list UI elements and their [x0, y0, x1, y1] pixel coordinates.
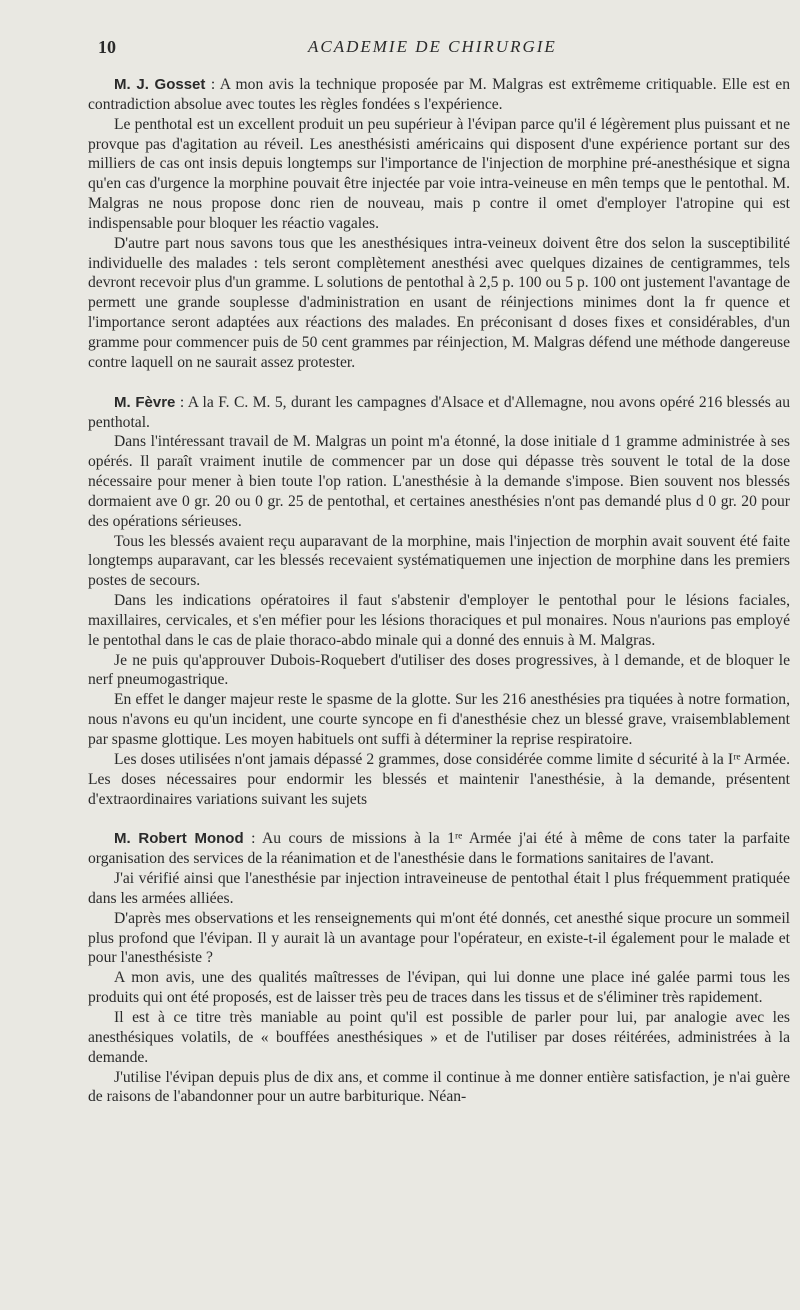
monod-intervention	[88, 829, 790, 1107]
paragraph-text: : A mon avis la technique proposée par M. Malgras est extrêmeme critiquable. Elle est en contradiction absolue avec toutes les règles fondées s l'expérience.	[88, 76, 791, 113]
fevre-paragraph-7: Les doses utilisées n'ont jamais dépassé 2 grammes, dose considérée comme limite d sécurité à la Iʳᵉ Armée. Les doses nécessaires pour endormir les blessés et maintenir l'anesthésie, à la demande, présentent d'extraordinaires variations suivant les sujets	[88, 750, 790, 808]
fevre-paragraph-5: Je ne puis qu'approuver Dubois-Roquebert d'utiliser des doses progressives, à l demande, et de bloquer le nerf pneumogastrique.	[88, 651, 790, 689]
monod-paragraph-4: A mon avis, une des qualités maîtresses de l'évipan, qui lui donne une place iné galée parmi tous les produits qui ont été proposés, est de laisser très peu de traces dans les tissus et de s'éliminer très rapidement.	[88, 969, 790, 1007]
fevre-paragraph-2: Dans l'intéressant travail de M. Malgras un point m'a étonné, la dose initiale d 1 gramme administrée à ses opérés. Il paraît vraiment inutile de commencer par un dose qui dépasse très souvent le total de la dose nécessaire pour mener à bien toute l'op ration. L'anesthésie à la demande s'impose. Bien souvent nos blessés dormaient ave 0 gr. 20 ou 0 gr. 25 de pentothal, et certaines anesthésies n'ont pas demandé plus d 0 gr. 20 pour des opérations sérieuses.	[88, 433, 790, 530]
monod-paragraph-1	[88, 829, 790, 869]
monod-paragraph-5: Il est à ce titre très maniable au point qu'il est possible de parler pour lui, par analogie avec les anesthésiques volatils, de « bouffées anesthésiques » et de l'utiliser par doses réitérées, administrées à la demande.	[88, 1008, 790, 1066]
page-number: 10	[98, 37, 116, 57]
monod-paragraph-3: D'après mes observations et les renseignements qui m'ont été donnés, cet anesthé sique procure un sommeil plus profond que l'évipan. Il y aurait là un avantage pour l'opérateur, en existe-t-il également pour le malade et pour l'anesthésiste ?	[88, 909, 790, 967]
gosset-paragraph-1	[88, 75, 790, 115]
speaker-name: M. Robert Monod	[114, 830, 244, 848]
fevre-paragraph-3: Tous les blessés avaient reçu auparavant de la morphine, mais l'injection de morphin avait souvent été faite longtemps auparavant, car les blessés recevaient systématiquemen une injection de morphine dans les premiers postes de secours.	[88, 532, 790, 590]
fevre-paragraph-1	[88, 393, 790, 433]
paragraph-text: : A la F. C. M. 5, durant les campagnes d'Alsace et d'Allemagne, nou avons opéré 216 blessés au penthotal.	[88, 393, 790, 431]
monod-paragraph-6: J'utilise l'évipan depuis plus de dix ans, et comme il continue à me donner entière satisfaction, je n'ai guère de raisons de l'abandonner pour un autre barbiturique. Néan-	[88, 1068, 790, 1106]
body-text	[88, 75, 790, 1107]
gosset-intervention	[88, 75, 790, 373]
speaker-name: M. J. Gosset	[114, 76, 206, 93]
fevre-intervention	[88, 393, 790, 810]
page-header	[88, 37, 790, 67]
gosset-paragraph-3: D'autre part nous savons tous que les anesthésiques intra-veineux doivent être dos selon la susceptibilité individuelle des malades : tels seront complètement anesthési avec quelques dizaines de centigrammes, tels devront recevoir plus d'un gramme. L solutions de pentothal à 2,5 p. 100 ou 5 p. 100 ont justement l'avantage de permett une grande souplesse d'administration en usant de réinjections minimes dont la fr quence et l'importance seront adaptées aux réactions des malades. En préconisant d doses fixes et considérables, d'un gramme pour commencer puis de 50 cent grammes par réinjection, M. Malgras défend une méthode dangereuse contre laquell on ne saurait assez protester.	[88, 234, 790, 371]
paragraph-text: : Au cours de missions à la 1ʳᵉ Armée j'ai été à même de cons tater la parfaite organisation des services de la réanimation et de l'anesthésie dans le formations sanitaires de l'avant.	[88, 830, 790, 868]
running-title: ACADEMIE DE CHIRURGIE	[308, 37, 557, 56]
monod-paragraph-2: J'ai vérifié ainsi que l'anesthésie par injection intraveineuse de pentothal était l plus fréquemment pratiquée dans les armées alliées.	[88, 870, 790, 907]
fevre-paragraph-6: En effet le danger majeur reste le spasme de la glotte. Sur les 216 anesthésies pra tiquées à notre formation, nous n'avons eu qu'un incident, une courte syncope en fi d'anesthésie chez un blessé grave, vraisemblablement par spasme glottique. Les moyen habituels ont suffi à déterminer la reprise respiratoire.	[88, 691, 790, 748]
gosset-paragraph-2: Le penthotal est un excellent produit un peu supérieur à l'évipan parce qu'il é légèrement plus puissant et ne provque pas d'agitation au réveil. Les anesthésisti américains qui disposent d'une expérience portant sur des milliers de cas ont insis depuis longtemps sur l'importance de l'injection de morphine pré-anesthésique et signa qu'en cas d'urgence la morphine pouvait être injectée par voie intra-veineuse en mên temps que le pentothal. M. Malgras ne nous propose donc rien de nouveau, mais p contre il omet d'employer l'atropine qui est indispensable pour bloquer les réactio vagales.	[88, 115, 790, 232]
speaker-name: M. Fèvre	[114, 393, 176, 411]
fevre-paragraph-4: Dans les indications opératoires il faut s'abstenir d'employer le pentothal pour le lésions faciales, maxillaires, cervicales, et s'en méfier pour les lésions thoraciques et pul monaires. Nous n'aurions pas employé le pentothal dans le cas de plaie thoraco-abdo minale qui a donné des ennuis à M. Malgras.	[88, 592, 790, 649]
